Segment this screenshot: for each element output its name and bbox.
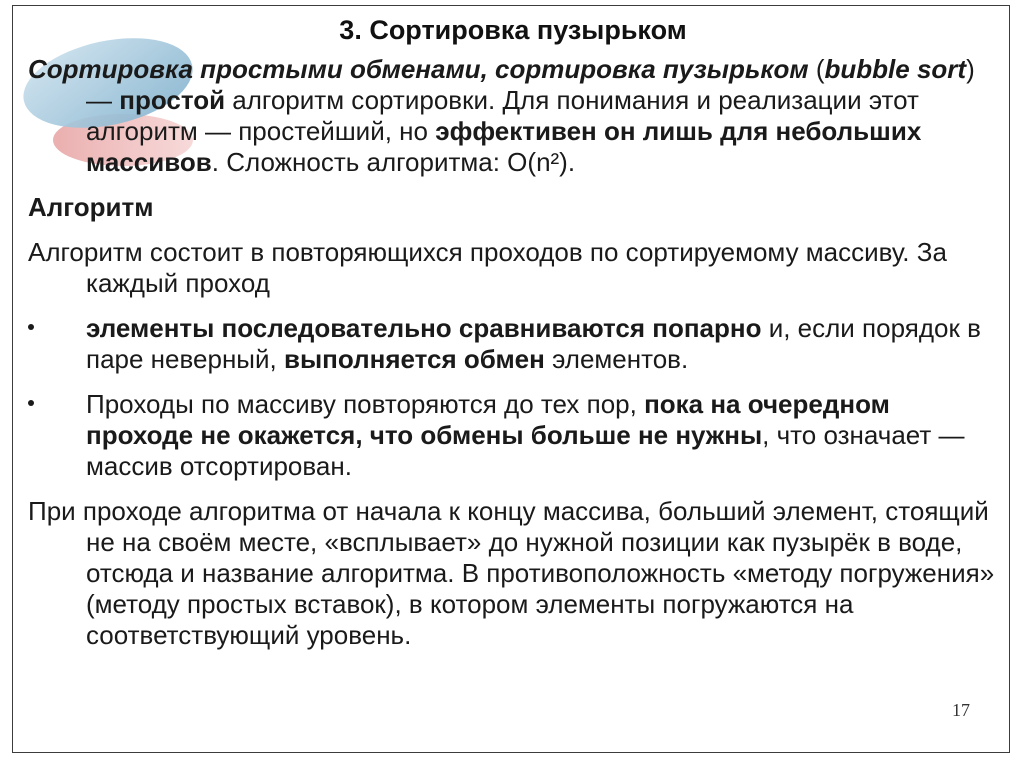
page-number: 17 [952, 700, 970, 720]
english-name: bubble sort [824, 54, 967, 84]
closing-paragraph: При проходе алгоритма от начала к концу массива, больший элемент, стоящий не на своём месте, «всплывает» до нужной позиции как пузырёк в воде, отсюда и название алгоритма. В противоположность «методу погружения» (методу простых вставок), в котором элементы погружаются на соответствующий уровень. [28, 496, 995, 650]
definition-term: Сортировка простыми обменами, сортировка пузырьком [28, 54, 809, 84]
slide-title: 3. Сортировка пузырьком [339, 15, 687, 45]
efficiency-note: эффективен он лишь для небольших массивов [86, 116, 922, 177]
slide-content [28, 10, 998, 651]
bullet-dot [28, 324, 34, 330]
bullet-compare: элементы последовательно сравниваются попарно и, если порядок в паре неверный, выполняется обмен элементов. [28, 313, 998, 375]
algorithm-heading: Алгоритм [28, 192, 154, 222]
bullet-dot [28, 400, 34, 406]
bullet-repeat: Проходы по массиву повторяются до тех пор, пока на очередном проходе не окажется, что обмены больше не нужны, что означает — массив отсортирован. [28, 389, 998, 482]
algorithm-intro: Алгоритм состоит в повторяющихся проходов по сортируемому массиву. За каждый проход [28, 237, 947, 298]
definition-paragraph: Сортировка простыми обменами, сортировка пузырьком (bubble sort) — простой алгоритм сортировки. Для понимания и реализации этот алгоритм — простейший, но эффективен он лишь для небольших массивов. Сложность алгоритма: O(n²). [28, 54, 975, 177]
